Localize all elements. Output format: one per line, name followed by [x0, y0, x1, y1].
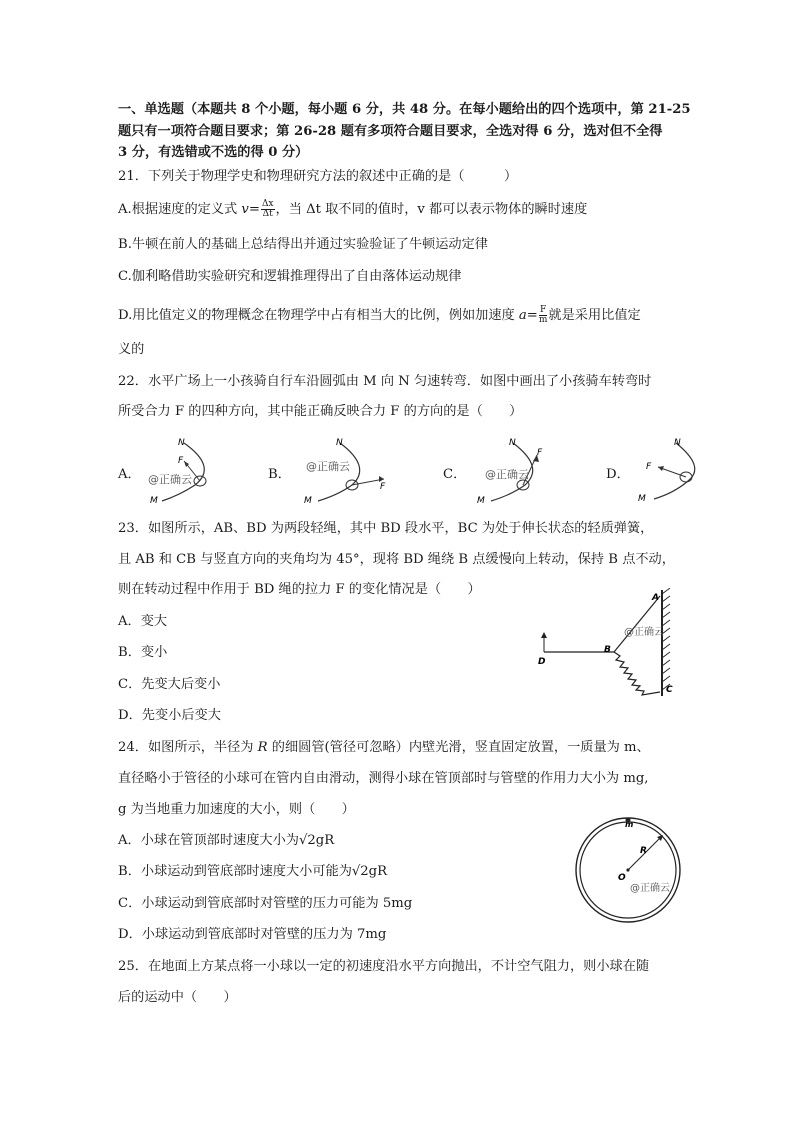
q23-fig-d-label: D [538, 657, 546, 667]
q21-option-c: C.伽利略借助实验研究和逻辑推理得出了自由落体运动规律 [118, 269, 462, 284]
q21-a-fraction [261, 200, 275, 219]
q24-fig-o-label: O [618, 873, 626, 883]
q24-stem-line-1 [118, 741, 650, 754]
q21-d-eq: = [526, 308, 538, 323]
q24-fig-r-label: R [640, 846, 647, 856]
q23-stem-line-2: 且 AB 和 CB 与竖直方向的夹角均为 45°，现将 BD 绳绕 B 点缓慢向上转动，保持 B 点不动， [118, 552, 675, 567]
q23-stem-line-3: 则在转动过程中作用于 BD 绳的拉力 F 的变化情况是（ ） [118, 582, 481, 597]
q23-fig-c-label: C [666, 685, 673, 695]
q22-figure-d [628, 433, 704, 509]
q22-d-m-label: M [638, 494, 646, 504]
q22-option-a-label: A． [118, 467, 141, 482]
q22-c-n-label: N [509, 438, 516, 448]
q21-a-eq: = [248, 202, 260, 217]
q21-option-d [118, 306, 641, 325]
q25-stem-line-1: 25．在地面上方某点将一小球以一定的初速度沿水平方向抛出，不计空气阻力，则小球在随 [118, 959, 650, 974]
q22-option-c-label: C． [443, 467, 467, 482]
q23-figure [532, 588, 682, 700]
q21-d-fraction [539, 306, 548, 325]
q22-b-n-label: N [336, 438, 343, 448]
q21-a-suffix: ，当 Δt 取不同的值时，v 都可以表示物体的瞬时速度 [275, 202, 588, 217]
q24-stem1-suffix: 的细圆管(管径可忽略）内壁光滑，竖直固定放置，一质量为 m、 [267, 740, 650, 755]
q21-option-a [118, 200, 587, 219]
q22-stem-line-2: 所受合力 F 的四种方向，其中能正确反映合力 F 的方向的是（ ） [118, 404, 523, 419]
q22-option-b-label: B． [268, 467, 291, 482]
q23-option-d: D．先变小后变大 [118, 708, 221, 723]
q24-watermark: @正确云 [630, 883, 670, 894]
q22-a-f-label: F [178, 456, 184, 466]
q21-d-denominator: m [538, 315, 548, 325]
q24-option-a: A．小球在管顶部时速度大小为√2gR [118, 833, 335, 848]
section-header-line-2: 题只有一项符合题目要求；第 26-28 题有多项符合题目要求，全选对得 6 分，选对但不全得 [118, 124, 663, 139]
q24-option-b: B．小球运动到管底部时速度大小可能为√2gR [118, 864, 388, 879]
q21-option-d-continued: 义的 [118, 342, 145, 357]
q22-c-f-label: F [537, 448, 543, 458]
q23-option-c: C．先变大后变小 [118, 677, 221, 692]
q23-option-b: B．变小 [118, 645, 168, 660]
q24-stem1-r: R [257, 740, 268, 755]
q24-stem-line-2: 直径略小于管径的小球可在管内自由滑动，测得小球在管顶部时与管壁的作用力大小为 mg, [118, 771, 649, 786]
q24-option-c: C．小球运动到管底部时对管壁的压力可能为 5mg [118, 896, 413, 911]
q24-figure [568, 815, 688, 925]
q24-stem-line-3: g 为当地重力加速度的大小，则（ ） [118, 802, 355, 817]
q23-fig-a-label: A [652, 593, 659, 603]
q23-option-a: A．变大 [118, 614, 168, 629]
q22-figure-a [140, 433, 220, 509]
q22-b-watermark: @正确云 [306, 460, 350, 473]
q22-c-m-label: M [477, 496, 485, 506]
q23-watermark: @正确云 [624, 627, 664, 638]
q21-a-denominator: Δt [262, 209, 273, 219]
q25-stem-line-2: 后的运动中（ ） [118, 990, 237, 1005]
q24-option-d: D．小球运动到管底部时对管壁的压力为 7mg [118, 927, 387, 942]
q24-stem1-prefix: 24．如图所示，半径为 [118, 740, 258, 755]
q22-stem-line-1: 22．水平广场上一小孩骑自行车沿圆弧由 M 向 N 匀速转弯．如图中画出了小孩骑车转弯时 [118, 374, 652, 389]
q21-a-v: v [241, 202, 249, 217]
q21-stem: 21．下列关于物理学史和物理研究方法的叙述中正确的是（ ） [118, 169, 518, 184]
q21-a-prefix: A.根据速度的定义式 [118, 202, 242, 217]
q23-fig-b-label: B [604, 645, 611, 655]
q21-a-numerator: Δx [261, 199, 274, 209]
section-header-line-1: 一、单选题（本题共 8 个小题，每小题 6 分，共 48 分。在每小题给出的四个选项中，第 21-25 [118, 102, 691, 117]
q22-figure-b [290, 433, 400, 509]
q21-d-a: a [518, 308, 527, 323]
q21-d-suffix: 就是采用比值定 [548, 308, 641, 323]
q21-d-prefix: D.用比值定义的物理概念在物理学中占有相当大的比例，例如加速度 [118, 308, 519, 323]
q22-b-m-label: M [304, 496, 312, 506]
section-header-line-3: 3 分，有选错或不选的得 0 分） [118, 145, 309, 160]
q21-option-b: B.牛顿在前人的基础上总结得出并通过实验验证了牛顿运动定律 [118, 237, 488, 252]
q23-stem-line-1: 23．如图所示，AB、BD 为两段轻绳，其中 BD 段水平，BC 为处于伸长状态的轻质弹簧， [118, 521, 654, 536]
q22-d-n-label: N [674, 438, 681, 448]
q22-d-f-label: F [646, 462, 652, 472]
q22-c-watermark: @正确云 [485, 468, 529, 481]
q22-a-n-label: N [178, 438, 185, 448]
q22-a-watermark: @正确云 [148, 473, 192, 486]
q22-figure-c [465, 433, 555, 509]
q22-a-m-label: M [150, 496, 158, 506]
q22-b-f-label: F [380, 482, 386, 492]
q22-option-d-label: D． [606, 467, 630, 482]
q24-fig-m-label: m [625, 820, 634, 829]
q21-d-numerator: F [540, 305, 547, 315]
